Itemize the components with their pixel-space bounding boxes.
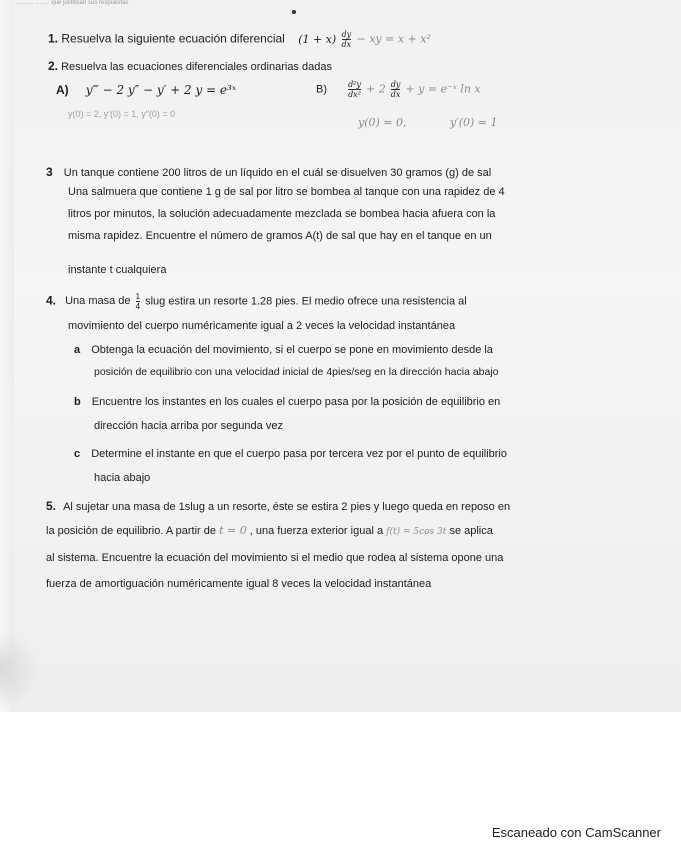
q4-a-label: a [74, 344, 81, 356]
q2-part-a [56, 84, 236, 98]
q1-text: Resuelva la siguiente ecuación diferencial [61, 31, 285, 46]
q3-line-5: instante t cualquiera [68, 264, 167, 276]
q5-number: 5. [46, 499, 57, 513]
page-dot [292, 10, 296, 14]
q2-number: 2. [48, 59, 59, 73]
q4-number: 4. [46, 293, 57, 308]
q4-line-2: movimiento del cuerpo numéricamente igual a 2 veces la velocidad instantánea [68, 320, 456, 332]
q4-item-b [74, 396, 500, 409]
q4-b-line-2: dirección hacia arriba por segunda vez [94, 420, 283, 432]
q3-line-2: Una salmuera que contiene 1 g de sal por litro se bombea al tanque con una rapidez de 4 [68, 186, 505, 198]
q2-b-frac1 [348, 80, 361, 99]
q2-a-conditions: y(0) = 2, y′(0) = 1, y″(0) = 0 [68, 109, 176, 119]
q3-line-1: Un tanque contiene 200 litros de un líquido en el cuál se disuelven 30 gramos (g) de sal [63, 167, 492, 179]
header-fragment: ……… ……· que justifican sus respuestas [16, 0, 129, 6]
q5-line-3: al sistema. Encuentre la ecuación del movimiento si el medio que rodea al sistema opone una [46, 552, 504, 564]
q1-fraction [342, 30, 352, 49]
q4-item-a [74, 344, 493, 357]
question-1 [48, 30, 431, 49]
paper-edge [0, 0, 14, 712]
q5-line-2 [46, 524, 493, 539]
question-5 [46, 500, 510, 514]
q4-frac-num: 1 [135, 292, 141, 301]
q5-line2-c: se aplica [449, 525, 493, 537]
q2-b-frac1-den: dx² [348, 90, 361, 99]
q5-line-1: Al sujetar una masa de 1slug a un resorte, éste se estira 2 pies y luego queda en reposo en [63, 501, 511, 513]
q3-line-4: misma rapidez. Encuentre el número de gramos A(t) de sal que hay en el tanque en un [68, 230, 492, 242]
q3-number: 3 [46, 165, 53, 179]
q4-line1-a: Una masa de [65, 295, 131, 308]
q4-line1-b: slug estira un resorte 1.28 pies. El medio ofrece una resistencia al [145, 295, 467, 308]
question-3 [46, 166, 491, 180]
q4-fraction [136, 292, 140, 311]
q2-text: Resuelva las ecuaciones diferenciales ordinarias dadas [61, 61, 332, 73]
q2-b-frac2-den: dx [390, 90, 401, 99]
q1-number: 1. [48, 31, 59, 46]
q4-a-line-2: posición de equilibrio con una velocidad inicial de 4pies/seg en la dirección hacia abajo [94, 366, 499, 378]
q2-a-equation: y‴ − 2 y″ − y′ + 2 y = e³ˣ [85, 83, 237, 97]
q5-line2-math: t = 0 [219, 524, 247, 537]
q2-b-mid: + 2 [365, 82, 386, 96]
q1-eq-right: − xy = x + x² [356, 32, 431, 46]
page-shadow [0, 630, 40, 710]
camscanner-footer: Escaneado con CamScanner [491, 825, 661, 840]
q2-b-ic1: y(0) = 0, [358, 116, 407, 129]
q5-line2-b: , una fuerza exterior igual a [249, 525, 384, 537]
q1-frac-den: dx [341, 40, 352, 49]
q3-line-3: litros por minutos, la solución adecuadamente mezclada se bombea hacia afuera con la [68, 208, 496, 220]
q4-c-line-1: Determine el instante en que el cuerpo pasa por tercera vez por el punto de equilibrio [91, 448, 507, 460]
q2-b-frac2 [391, 80, 401, 99]
question-4 [46, 292, 467, 311]
q2-a-label: A) [56, 83, 69, 97]
q1-eq-left: (1 + x) [298, 32, 337, 46]
q5-line2-a: la posición de equilibrio. A partir de [46, 525, 216, 537]
q4-b-label: b [74, 396, 81, 408]
q2-b-frac2-num: dy [390, 80, 401, 89]
q4-item-c [74, 448, 507, 461]
q2-b-frac1-num: d²y [348, 80, 361, 89]
q4-b-line-1: Encuentre los instantes en los cuales el cuerpo pasa por la posición de equilibrio en [91, 396, 501, 408]
q2-b-ic2: y′(0) = 1 [450, 116, 498, 129]
q4-a-line-1: Obtenga la ecuación del movimiento, si el cuerpo se pone en movimiento desde la [91, 344, 493, 356]
q4-c-line-2: hacia abajo [94, 472, 151, 484]
q1-frac-num: dy [341, 30, 352, 39]
q2-b-label: B) [316, 83, 327, 96]
q4-c-label: c [74, 448, 81, 460]
q2-part-b [316, 80, 481, 99]
q5-line-4: fuerza de amortiguación numéricamente igual 8 veces la velocidad instantánea [46, 578, 432, 590]
question-2 [48, 60, 332, 74]
q5-line2-math2: f(t) = 5cos 3t [386, 527, 447, 537]
q2-b-tail: + y = e⁻ˣ ln x [405, 82, 481, 96]
q4-frac-den: 4 [135, 302, 141, 311]
q2-b-initial-conditions [358, 116, 498, 129]
